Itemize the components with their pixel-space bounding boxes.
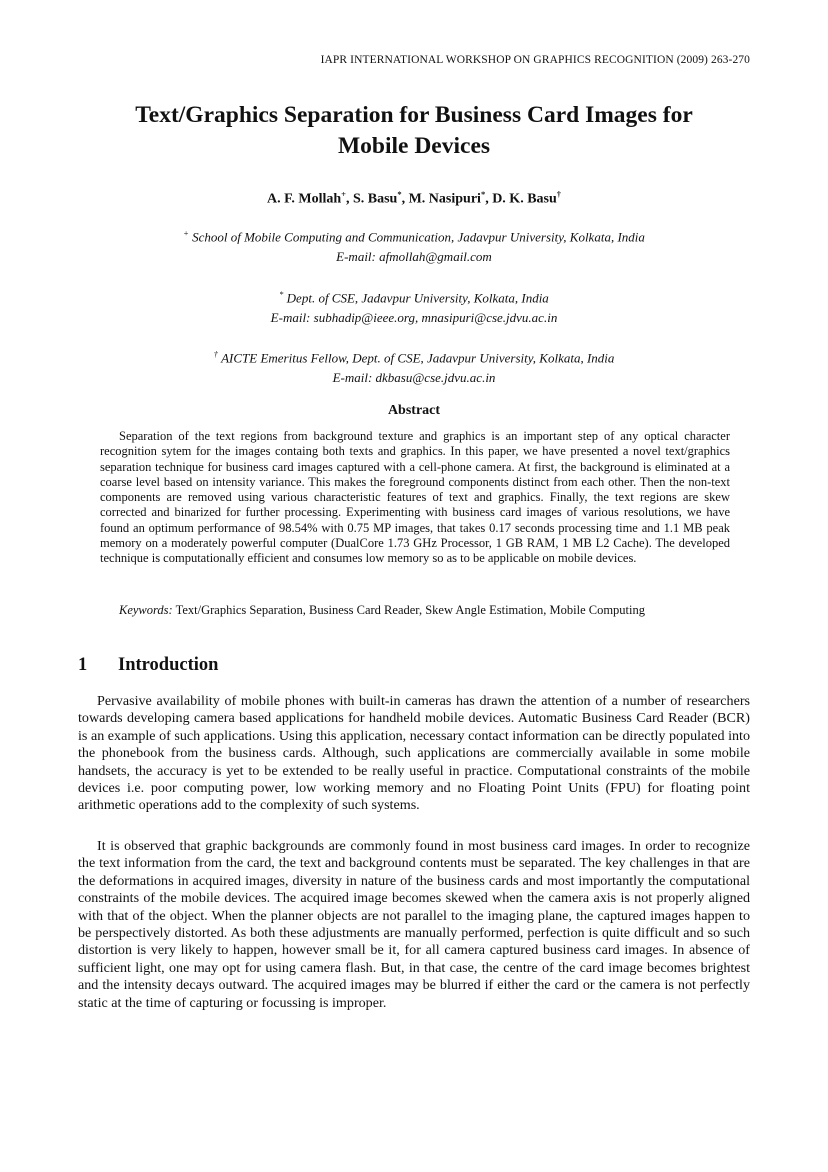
affiliation-mark: * [279, 289, 284, 299]
affiliation-mark: † [213, 349, 218, 359]
affiliation [0, 344, 828, 388]
keywords [100, 603, 730, 618]
running-head: IAPR INTERNATIONAL WORKSHOP ON GRAPHICS RECOGNITION (2009) 263-270 [320, 54, 750, 66]
paper-title [60, 100, 768, 162]
author-mark: * [480, 189, 486, 199]
author-separator: , [401, 191, 409, 207]
author-mark: + [341, 189, 346, 199]
keywords-label: Keywords: [119, 603, 173, 617]
author-separator: , [345, 191, 353, 207]
author: A. F. Mollah [266, 191, 342, 207]
author-mark: † [556, 189, 562, 199]
author: D. K. Basu [492, 191, 557, 207]
affiliation-institution: School of Mobile Computing and Communication, Jadavpur University, Kolkata, India [192, 229, 645, 245]
affiliation-email: E-mail: dkbasu@cse.jdvu.ac.in [332, 370, 496, 386]
affiliation [0, 284, 828, 328]
author-list [0, 189, 828, 208]
affiliation-institution: Dept. of CSE, Jadavpur University, Kolkata, India [286, 290, 549, 306]
affiliation-email: E-mail: afmollah@gmail.com [336, 249, 492, 265]
author: S. Basu [352, 191, 398, 207]
keywords-list: Text/Graphics Separation, Business Card Reader, Skew Angle Estimation, Mobile Computing [172, 603, 645, 617]
abstract-heading: Abstract [387, 403, 441, 418]
affiliation-email: E-mail: subhadip@ieee.org, mnasipuri@cse.jdvu.ac.in [270, 310, 558, 326]
section-number: 1 [78, 655, 88, 675]
abstract-body: Separation of the text regions from background texture and graphics is an important step of any optical character recognition sytem for the images containg both texts and graphics. In this paper, we have presented a novel text/graphics separation technique for business card images captured with a cell-phone camera. At first, the background is eliminated at a coarse level based on intensity variance. This makes the foreground components distinct from each other. Then the non-text components are removed using various characteristic features of text and graphics. Finally, the text regions are skew corrected and binarized for further processing. Experimenting with business card images of various resolutions, we have found an optimum performance of 98.54% with 0.75 MP images, that takes 0.17 seconds processing time and 1.1 MB peak memory on a moderately powerful computer (DualCore 1.73 GHz Processor, 1 GB RAM, 1 MB L2 Cache). The developed technique is computationally efficient and consumes low memory so as to be applicable on mobile devices. [100, 429, 730, 566]
author-separator: , [485, 191, 493, 207]
body-paragraph: It is observed that graphic backgrounds are commonly found in most business card images. In order to recognize the text information from the card, the text and background contents must be separated. The key challenges in that are the deformations in acquired images, diversity in nature of the business cards and most importantly the computational constraints of the mobile devices. The acquired image becomes skewed when the camera axis is not properly aligned with that of the object. When the planner objects are not parallel to the imaging plane, the captured images happen to be perspectively distorted. As both these adjustments are manually performed, perfection is quite difficult and so such distortion is very likely to happen, however small be it, for all camera captured business card images. In absence of sufficient light, one may opt for using camera flash. But, in that case, the centre of the card image becomes brightest and the intensity decays outward. The acquired images may be blurred if either the card or the camera is not perfectly static at the time of capturing or focussing is improper. [78, 838, 750, 1011]
affiliation-institution: AICTE Emeritus Fellow, Dept. of CSE, Jadavpur University, Kolkata, India [221, 350, 615, 366]
section-heading [78, 655, 218, 676]
title-line-2: Mobile Devices [337, 133, 491, 159]
author: M. Nasipuri [408, 191, 481, 207]
section-title: Introduction [118, 655, 219, 675]
author-mark: * [397, 189, 402, 199]
affiliation-mark: + [183, 228, 189, 238]
title-line-1: Text/Graphics Separation for Business Card Images for [135, 102, 693, 128]
affiliation [0, 223, 828, 267]
body-paragraph: Pervasive availability of mobile phones with built-in cameras has drawn the attention of a number of researchers towards developing camera based applications for handheld mobile devices. Automatic Business Card Reader (BCR) is an example of such applications. Using this application, necessary contact information can be directly populated into the phonebook from the business cards. Although, such applications are commercially available in some mobile handsets, the accuracy is yet to be extended to be really useful in practice. Computational constraints of the mobile devices i.e. poor computing power, low working memory and no Floating Point Units (FPU) for floating point arithmetic operations add to the complexity of such systems. [78, 693, 750, 814]
